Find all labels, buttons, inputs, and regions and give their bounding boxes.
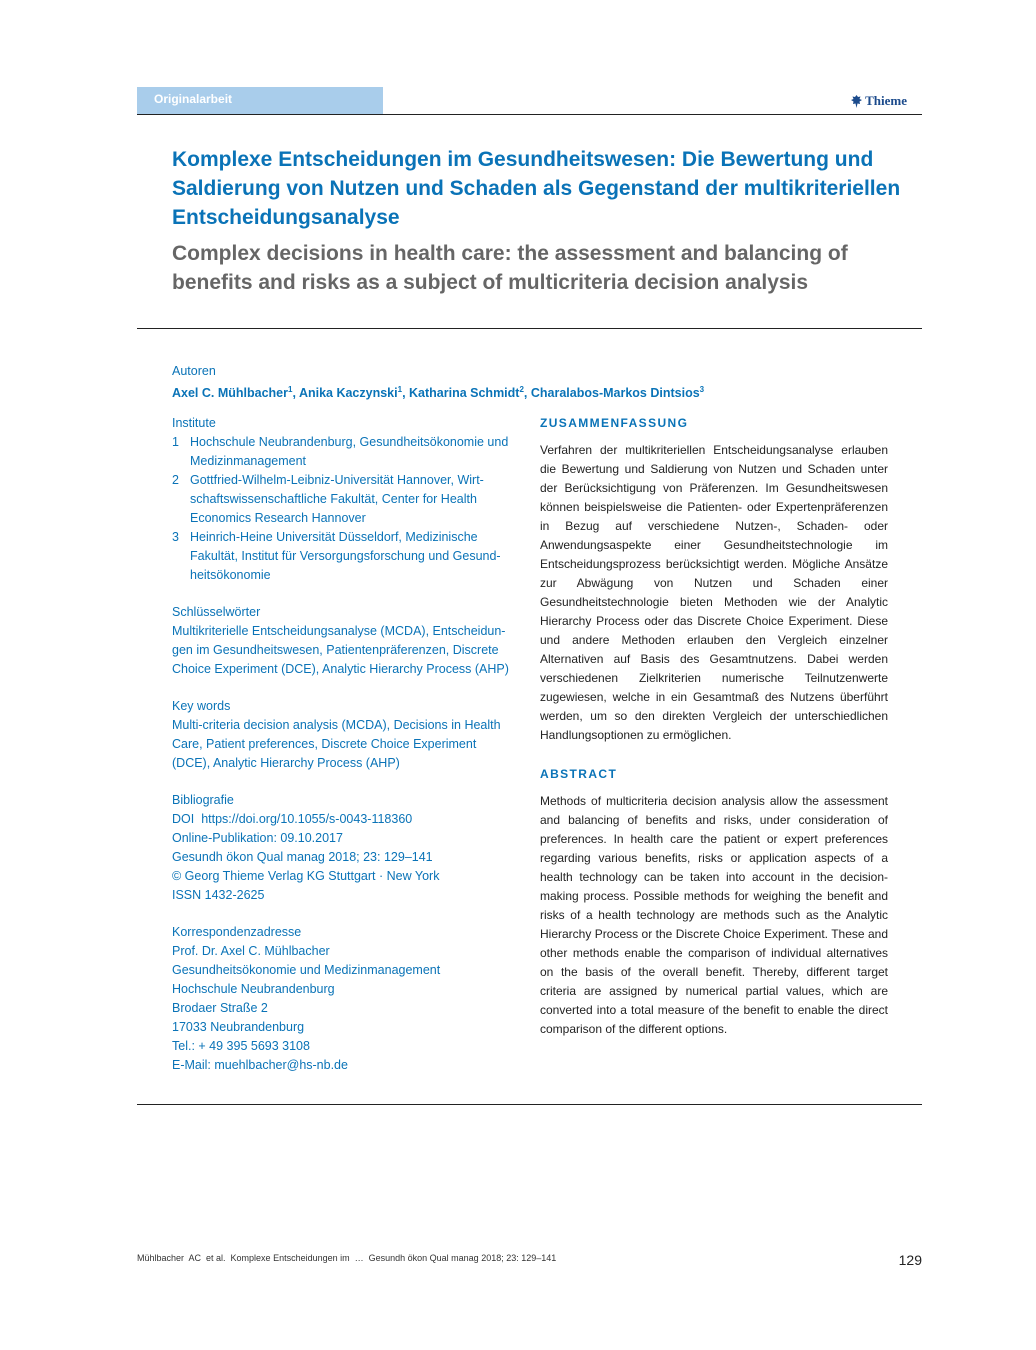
institute-line: Economics Research Hannover	[190, 511, 366, 525]
email-link[interactable]: E-Mail: muehlbacher@hs-nb.de	[172, 1058, 348, 1072]
abstract-heading: ABSTRACT	[540, 767, 618, 781]
author-name: Charalabos-Markos Dintsios	[530, 386, 700, 401]
correspondence-line: Tel.: + 49 395 5693 3108	[172, 1039, 310, 1053]
institute-line: Medizinmanagement	[190, 454, 307, 468]
institute-line: Gottfried-Wilhelm-Leibniz-Universität Hannover, Wirt-	[190, 473, 484, 487]
zusammenfassung-heading: ZUSAMMENFASSUNG	[540, 416, 689, 430]
keywords-de-line: gen im Gesundheitswesen, Patientenpräferenzen, Discrete	[172, 643, 499, 657]
institute-number: 2	[172, 473, 179, 487]
bibliography-heading: Bibliografie	[172, 793, 234, 807]
keywords-de-section	[172, 603, 522, 679]
keywords-en-line: Care, Patient preferences, Discrete Choice Experiment	[172, 737, 477, 751]
correspondence-line: Brodaer Straße 2	[172, 1001, 268, 1015]
institute-line: Hochschule Neubrandenburg, Gesundheitsökonomie und	[190, 435, 509, 449]
keywords-de-line: Multikriterielle Entscheidungsanalyse (MCDA), Entscheidun-	[172, 624, 506, 638]
correspondence-heading: Korrespondenzadresse	[172, 925, 302, 939]
doi-line	[172, 810, 522, 829]
title-rule	[137, 328, 922, 329]
author-separator: ,	[402, 386, 410, 401]
institute-line: schaftswissenschaftliche Fakultät, Center for Health	[190, 492, 477, 506]
keywords-de-line: Choice Experiment (DCE), Analytic Hierarchy Process (AHP)	[172, 662, 509, 676]
correspondence-line: Hochschule Neubrandenburg	[172, 982, 335, 996]
correspondence-line: Gesundheitsökonomie und Medizinmanagement	[172, 963, 441, 977]
title-german: Komplexe Entscheidungen im Gesundheitswesen: Die Bewertung und Saldierung von Nutzen und Schaden als Gegenstand der multikriteriellen Entscheidungsanalyse	[172, 148, 901, 229]
thieme-logo-icon	[851, 95, 862, 108]
keywords-en-line: Multi-criteria decision analysis (MCDA), Decisions in Health	[172, 718, 501, 732]
institute-line: Fakultät, Institut für Versorgungsforschung und Gesund-	[190, 549, 501, 563]
zusammenfassung-text: Verfahren der multikriteriellen Entscheidungsanalyse erlauben die Bewertung und Saldierung von Nutzen und Schaden unter der Berücksichtigung von Präferenzen. Im Gesundheitswesen können beispielsweise die Patienten- oder Expertenpräferenzen in Bezug auf verschiedene Nutzen-, Schaden- oder Anwendungsaspekte einer Gesundheitstechnologie im Entscheidungsprozess berücksichtigt werden. Mögliche Ansätze zur Abwägung von Nutzen und Schaden einer Gesundheitstechnologie bieten Methoden wie der Analytic Hierarchy Process oder das Discrete Choice Experiment. Diese und andere Methoden erlauben den Vergleich einzelner Alternativen auf Basis des Gesamtnutzens. Dabei werden verschiedenen Zielkriterien numerische Teilnutzenwerte zugewiesen, welche in ein Gesamtmaß des Nutzens überführt werden, um so den direkten Vergleich der unterschiedlichen Handlungsoptionen zu ermöglichen.	[540, 443, 888, 742]
bibliography-line: ISSN 1432-2625	[172, 888, 265, 902]
keywords-en-section	[172, 697, 522, 773]
author-affiliation: 2	[519, 385, 524, 394]
header-rule	[137, 114, 922, 115]
bibliography-line: Online-Publikation: 09.10.2017	[172, 831, 343, 845]
content-rule	[137, 1104, 922, 1105]
abstract-text: Methods of multicriteria decision analysis allow the assessment and balancing of benefits and risks, under consideration of preferences. In health care the patient or expert preferences regarding various benefits, risks or application aspects of a health technology can be taken into account in the decision-making process. Possible methods for weighing the benefit and risks of a health technology are methods such as the Analytic Hierarchy Process or the Discrete Choice Experiment. These and other methods enable the comparison of individual alternatives on the basis of the overall benefit. Thereby, different target criteria are assigned by numerical partial values, which are converted into a total measure of the benefit to enable the direct comparison of the different options.	[540, 794, 888, 1036]
metadata-column	[172, 414, 522, 1093]
author-affiliation: 1	[288, 385, 293, 394]
institutes-heading: Institute	[172, 416, 216, 430]
institute-line: heitsökonomie	[190, 568, 271, 582]
institutes-section	[172, 414, 522, 585]
author-list	[172, 381, 704, 402]
page-number: 129	[898, 1252, 922, 1268]
authors-label: Autoren	[172, 364, 216, 378]
author-separator: ,	[523, 386, 531, 401]
institute-text	[190, 433, 508, 471]
author-name: Katharina Schmidt	[409, 386, 520, 401]
author-separator: ,	[292, 386, 299, 401]
doi-label: DOI	[172, 812, 195, 826]
author-affiliation: 1	[397, 385, 403, 394]
publisher-brand	[851, 93, 907, 109]
institute-item	[172, 471, 522, 528]
institute-line: Heinrich-Heine Universität Düsseldorf, Medizinische	[190, 530, 478, 544]
abstract-column	[540, 414, 888, 1059]
institute-item	[172, 528, 522, 585]
keywords-en-heading: Key words	[172, 699, 231, 713]
correspondence-line: 17033 Neubrandenburg	[172, 1020, 305, 1034]
institute-item	[172, 433, 522, 471]
doi-link[interactable]: https://doi.org/10.1055/s-0043-118360	[201, 812, 413, 826]
author-name: Anika Kaczynski	[298, 386, 398, 401]
title-english: Complex decisions in health care: the assessment and balancing of benefits and risks as a subject of multicriteria decision analysis	[172, 242, 848, 294]
institute-number: 1	[172, 435, 179, 449]
correspondence-line: Prof. Dr. Axel C. Mühlbacher	[172, 944, 330, 958]
institute-text	[190, 528, 501, 585]
category-label: Originalarbeit	[154, 92, 233, 106]
author-name: Axel C. Mühlbacher	[172, 386, 288, 401]
correspondence-section	[172, 923, 522, 1075]
footer-citation: Mühlbacher AC et al. Komplexe Entscheidungen im … Gesundh ökon Qual manag 2018; 23: 129–141	[137, 1253, 557, 1263]
institute-number: 3	[172, 530, 179, 544]
bibliography-section	[172, 791, 522, 905]
brand-name: Thieme	[865, 93, 907, 108]
bibliography-line: Gesundh ökon Qual manag 2018; 23: 129–141	[172, 850, 433, 864]
keywords-en-line: (DCE), Analytic Hierarchy Process (AHP)	[172, 756, 400, 770]
keywords-de-heading: Schlüsselwörter	[172, 605, 261, 619]
institutes-list	[172, 433, 522, 585]
bibliography-line: © Georg Thieme Verlag KG Stuttgart · New York	[172, 869, 440, 883]
category-banner	[137, 87, 383, 114]
author-affiliation: 3	[699, 385, 705, 394]
institute-text	[190, 471, 484, 528]
